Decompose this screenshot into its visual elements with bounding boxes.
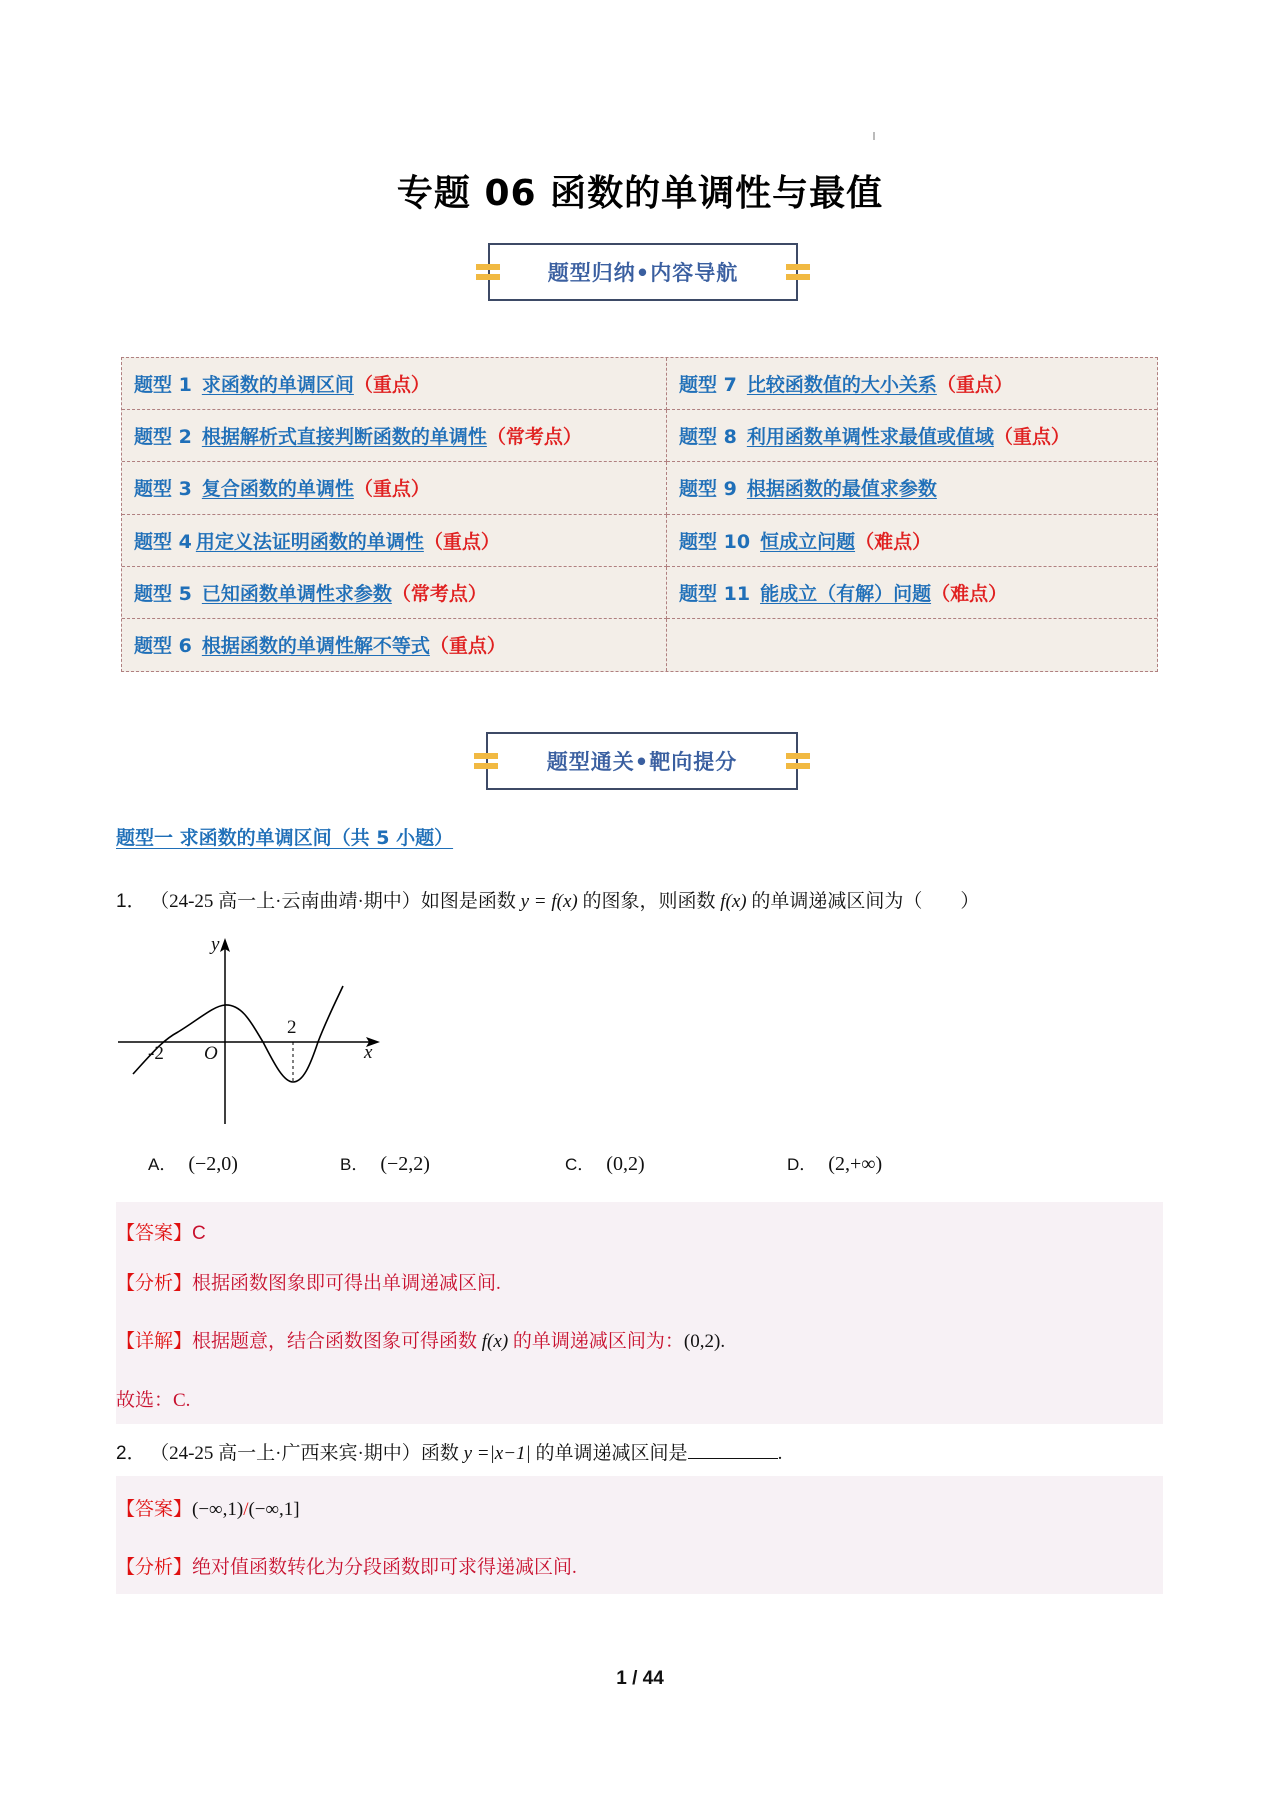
toc-number: 题型 4 [134, 530, 192, 553]
toc-link[interactable]: 求函数的单调区间 [201, 374, 354, 397]
option-label: A． [148, 1155, 177, 1174]
toc-item-8[interactable] [667, 410, 1157, 462]
detail-line [116, 1326, 725, 1353]
answer-value: (−∞,1] [248, 1499, 300, 1520]
answer-line [116, 1218, 206, 1245]
question-text: 的单调递减区间是 [530, 1443, 688, 1464]
question-text: 的图象，则函数 [577, 891, 721, 912]
option-c[interactable] [565, 1150, 645, 1176]
toc-tag: （重点） [429, 635, 506, 658]
analysis-text: 根据函数图象即可得出单调递减区间. [192, 1273, 501, 1294]
toc-number: 题型 7 [679, 374, 737, 397]
toc-tag: （重点） [993, 426, 1070, 449]
toc-item-6[interactable] [122, 619, 667, 671]
banner-label: 题型通关•靶向提分 [546, 750, 738, 774]
analysis-label: 【分析】 [116, 1273, 193, 1294]
formula: f(x) [481, 1331, 509, 1352]
toc-number: 题型 6 [134, 635, 192, 658]
toc-tag: （重点） [936, 374, 1013, 397]
toc-link[interactable]: 已知函数单调性求参数 [201, 582, 392, 605]
formula: f(x) [720, 891, 747, 912]
question-text: 函数 [420, 1443, 464, 1464]
toc-item-9[interactable] [667, 462, 1157, 514]
option-value: (2,+∞) [828, 1153, 883, 1175]
banner-practice [486, 732, 798, 790]
question-number: 1． [116, 891, 146, 912]
answer-label: 【答案】 [116, 1499, 193, 1520]
toc-item-2[interactable] [122, 410, 667, 462]
toc-number: 题型 10 [679, 530, 751, 553]
toc-tag: （重点） [353, 478, 430, 501]
option-value: (0,2) [606, 1153, 645, 1175]
toc-tag: （重点） [353, 374, 430, 397]
toc-number: 题型 3 [134, 478, 192, 501]
toc-item-3[interactable] [122, 462, 667, 514]
toc-tag: （常考点） [486, 426, 582, 449]
option-a[interactable] [148, 1150, 238, 1176]
section-title[interactable]: 题型一 求函数的单调区间（共 5 小题） [116, 827, 454, 849]
banner-bars-icon [786, 264, 810, 280]
page-title: 专题 06 函数的单调性与最值 [396, 173, 884, 214]
toc-number: 题型 9 [679, 478, 737, 501]
answer-box-1 [116, 1202, 1163, 1424]
toc-link[interactable]: 用定义法证明函数的单调性 [195, 530, 424, 553]
banner-label: 题型归纳•内容导航 [547, 261, 739, 285]
detail-text: 的单调递减区间为： [508, 1331, 684, 1352]
answer-value: C [192, 1223, 206, 1244]
graph-tick-2: 2 [287, 1017, 297, 1038]
option-label: B． [340, 1155, 369, 1174]
option-d[interactable] [787, 1150, 882, 1176]
detail-value: (0,2). [683, 1331, 726, 1352]
answer-line [116, 1494, 300, 1521]
toc-item-4[interactable] [122, 515, 667, 567]
toc-item-7[interactable] [667, 358, 1157, 410]
toc-number: 题型 5 [134, 582, 192, 605]
toc-item-11[interactable] [667, 567, 1157, 619]
question-2 [116, 1438, 782, 1465]
toc-number: 题型 8 [679, 426, 737, 449]
toc-number: 题型 11 [679, 582, 751, 605]
question-text: 的单调递减区间为（ ） [746, 891, 980, 912]
formula: y = f(x) [520, 891, 578, 912]
question-number: 2． [116, 1443, 146, 1464]
analysis-label: 【分析】 [116, 1557, 193, 1578]
function-graph [118, 936, 380, 1128]
question-source: （24-25 高一上·云南曲靖·期中） [159, 891, 421, 912]
toc-link[interactable]: 利用函数单调性求最值或值域 [746, 426, 994, 449]
toc-tag: （常考点） [391, 582, 487, 605]
toc-tag: （难点） [855, 530, 932, 553]
toc-link[interactable]: 能成立（有解）问题 [760, 582, 932, 605]
page-number: 1 / 44 [616, 1668, 664, 1689]
toc-link[interactable]: 恒成立问题 [760, 530, 856, 553]
option-label: C． [565, 1155, 595, 1174]
option-value: (−2,2) [380, 1153, 430, 1175]
analysis-line [116, 1552, 577, 1579]
question-1 [116, 886, 979, 913]
toc-item-5[interactable] [122, 567, 667, 619]
toc-item-1[interactable] [122, 358, 667, 410]
answer-value: (−∞,1) [192, 1499, 244, 1520]
scan-mark [873, 132, 875, 140]
graph-origin-label: O [204, 1043, 218, 1064]
question-text: . [777, 1443, 783, 1464]
graph-tick-neg2: -2 [148, 1043, 164, 1064]
answer-separator: / [243, 1499, 249, 1520]
banner-bars-icon [786, 753, 810, 769]
toc-tag: （重点） [423, 530, 500, 553]
question-source: （24-25 高一上·广西来宾·期中） [159, 1443, 421, 1464]
toc-tag: （难点） [931, 582, 1008, 605]
answer-blank[interactable] [688, 1440, 778, 1459]
toc-link[interactable]: 根据函数的单调性解不等式 [201, 635, 430, 658]
formula: y =|x−1| [463, 1443, 531, 1464]
analysis-line [116, 1268, 501, 1295]
option-b[interactable] [340, 1150, 430, 1176]
graph-y-label: y [211, 934, 220, 955]
banner-bars-icon [474, 753, 498, 769]
graph-x-label: x [364, 1042, 373, 1063]
detail-text: 根据题意，结合函数图象可得函数 [192, 1331, 482, 1352]
banner-bars-icon [476, 264, 500, 280]
toc-link[interactable]: 复合函数的单调性 [201, 478, 354, 501]
answer-label: 【答案】 [116, 1223, 193, 1244]
toc-item-10[interactable] [667, 515, 1157, 567]
question-text: 如图是函数 [420, 891, 521, 912]
toc-empty-cell [667, 619, 1157, 671]
option-value: (−2,0) [188, 1153, 238, 1175]
toc-link[interactable]: 根据解析式直接判断函数的单调性 [201, 426, 487, 449]
banner-content-navigation [488, 243, 798, 301]
topic-table [121, 357, 1158, 672]
detail-label: 【详解】 [116, 1331, 193, 1352]
toc-number: 题型 1 [134, 374, 192, 397]
option-label: D． [787, 1155, 817, 1174]
toc-number: 题型 2 [134, 426, 192, 449]
toc-link[interactable]: 比较函数值的大小关系 [746, 374, 937, 397]
analysis-text: 绝对值函数转化为分段函数即可求得递减区间. [192, 1557, 577, 1578]
conclusion-line: 故选：C. [116, 1390, 191, 1411]
toc-link[interactable]: 根据函数的最值求参数 [746, 478, 937, 501]
